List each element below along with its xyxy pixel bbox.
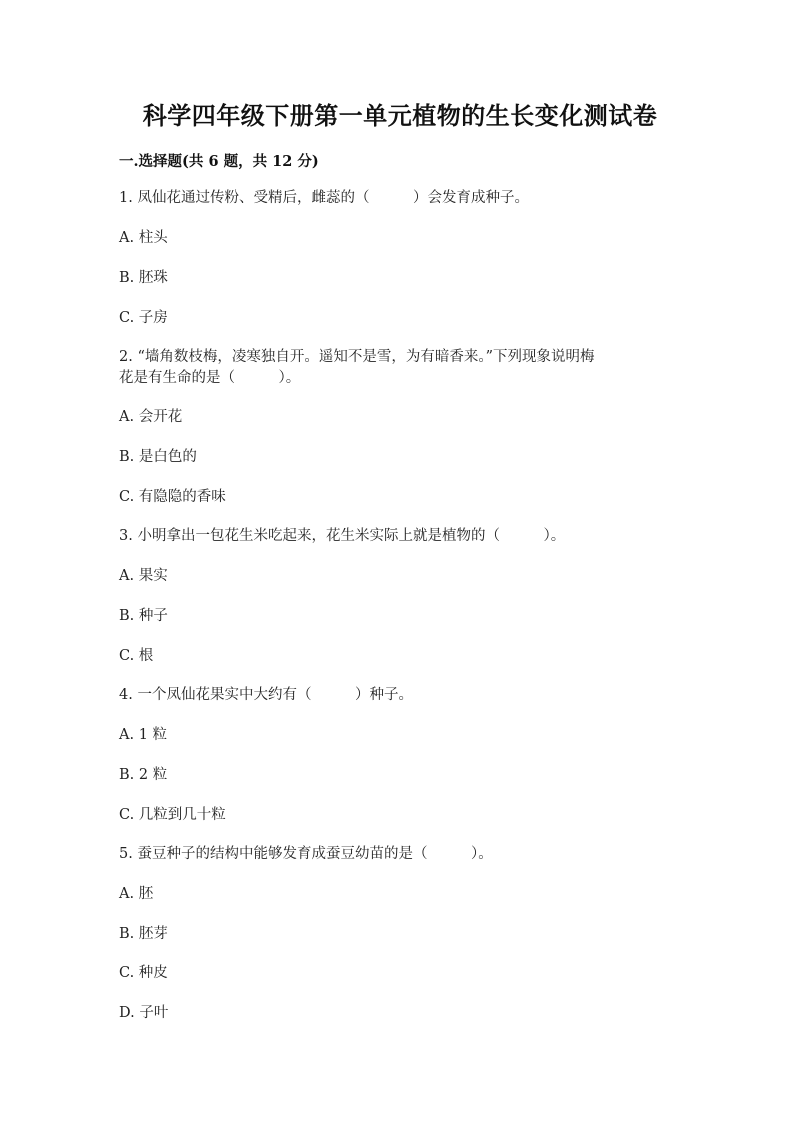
question-5-option-b: B. 胚芽	[119, 926, 168, 942]
question-5-text: 5. 蚕豆种子的结构中能够发育成蚕豆幼苗的是（ ）。	[119, 846, 493, 862]
question-3-option-c: C. 根	[119, 648, 154, 664]
question-2-option-a: A. 会开花	[119, 409, 183, 425]
question-3-option-a: A. 果实	[119, 568, 168, 584]
question-4-option-a: A. 1 粒	[119, 727, 168, 743]
question-4-option-c: C. 几粒到几十粒	[119, 807, 226, 823]
question-5-option-a: A. 胚	[119, 886, 154, 902]
question-5-option-d: D. 子叶	[119, 1005, 169, 1021]
question-3-option-b: B. 种子	[119, 608, 168, 624]
question-2-option-b: B. 是白色的	[119, 449, 197, 465]
page-title: 科学四年级下册第一单元植物的生长变化测试卷	[142, 101, 658, 130]
question-2-text-line-1: 2. “墙角数枝梅，凌寒独自开。遥知不是雪，为有暗香来。”下列现象说明梅	[119, 349, 595, 365]
question-1-text: 1. 凤仙花通过传粉、受精后，雌蕊的（ ）会发育成种子。	[119, 190, 529, 206]
question-1-option-c: C. 子房	[119, 310, 168, 326]
question-1-option-b: B. 胚珠	[119, 270, 168, 286]
question-2-text-line-2: 花是有生命的是（ ）。	[119, 370, 301, 386]
question-2-option-c: C. 有隐隐的香味	[119, 489, 226, 505]
question-4-option-b: B. 2 粒	[119, 767, 168, 783]
question-4-text: 4. 一个凤仙花果实中大约有（ ）种子。	[119, 687, 413, 703]
question-1-option-a: A. 柱头	[119, 230, 168, 246]
section-header: 一.选择题(共 6 题，共 12 分)	[119, 153, 319, 170]
question-3-text: 3. 小明拿出一包花生米吃起来，花生米实际上就是植物的（ ）。	[119, 528, 566, 544]
question-5-option-c: C. 种皮	[119, 965, 168, 981]
